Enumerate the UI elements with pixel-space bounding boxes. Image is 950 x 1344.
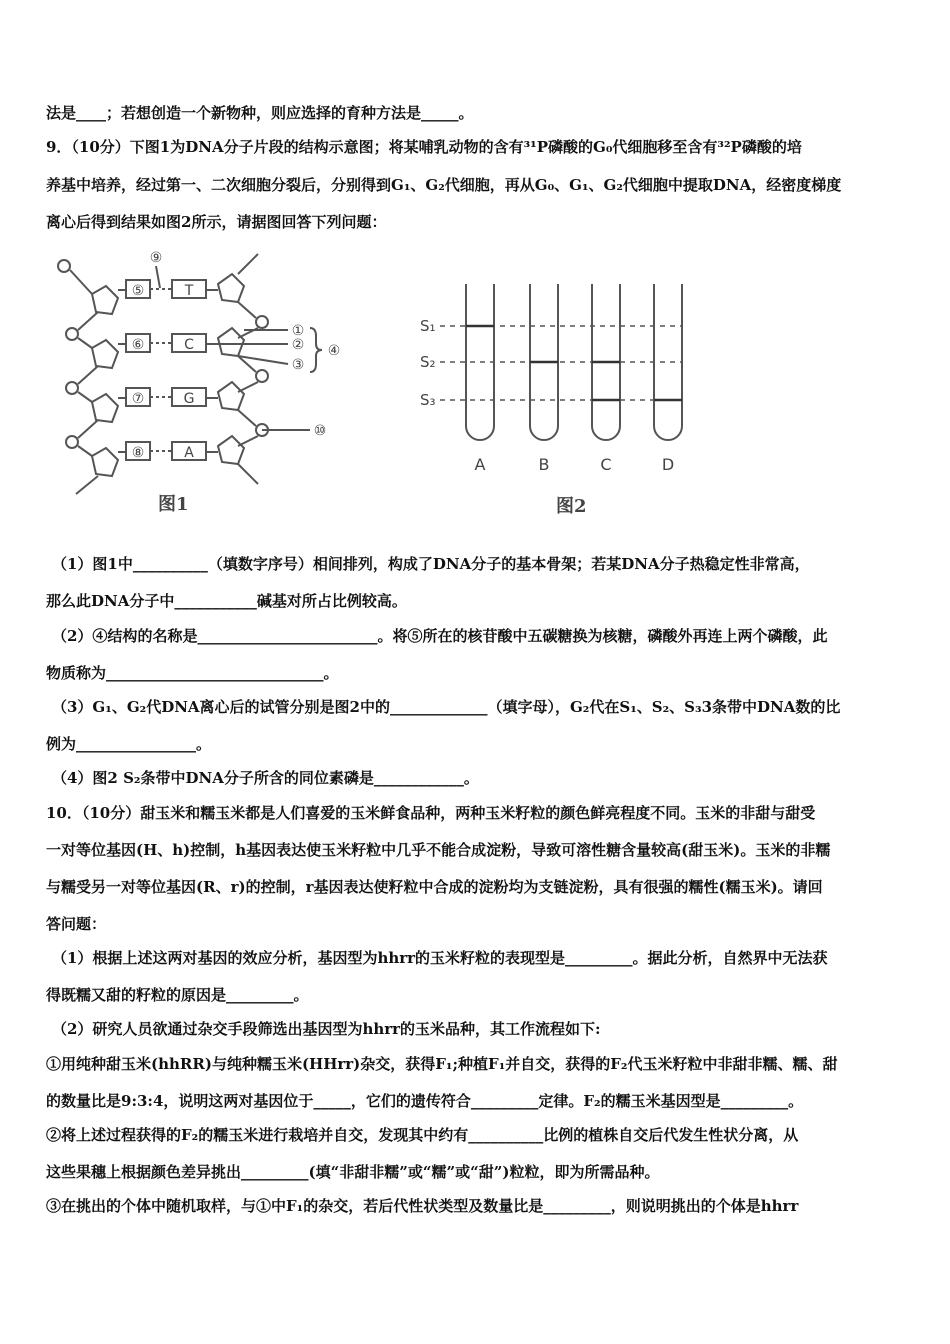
label-2: ② <box>291 337 305 353</box>
label-10: ⑩ <box>313 423 327 439</box>
question-9-3: （3）G₁、G₂代DNA离心后的试管分别是图2中的_____________（填字母），G₂代在S₁、S₂、S₃3条带中DNA数的比 <box>52 698 841 716</box>
question-9-4: （4）图2 S₂条带中DNA分子所含的同位素磷是____________。 <box>52 769 479 787</box>
phosphate-circle <box>58 260 70 272</box>
step-2: ②将上述过程获得的F₂的糯玉米进行栽培并自交，发现其中约有__________比例的植株自交后代发生性状分离，从 <box>46 1126 799 1144</box>
base-label: G <box>183 391 195 407</box>
text-line: 物质称为_____________________________。 <box>46 664 339 682</box>
question-10-1: （1）根据上述这两对基因的效应分析，基因型为hhrr的玉米籽粒的表现型是_________。据此分析，自然界中无法获 <box>52 949 828 967</box>
base-label: T <box>184 283 194 299</box>
band-label: S₂ <box>420 353 436 371</box>
band-label: S₁ <box>420 317 436 335</box>
question-10-intro: 10．（10分）甜玉米和糯玉米都是人们喜爱的玉米鲜食品种，两种玉米籽粒的颜色鲜亮程度不同。玉米的非甜与甜受 <box>46 804 816 822</box>
base-label: A <box>184 445 194 461</box>
tube-label: B <box>538 455 550 474</box>
text-line: 养基中培养，经过第一、二次细胞分裂后，分别得到G₁、G₂代细胞，再从G₀、G₁、G₂代细胞中提取DNA，经密度梯度 <box>46 176 842 194</box>
tube <box>654 284 682 440</box>
figure1-caption: 图1 <box>158 494 189 515</box>
label-3: ③ <box>291 357 305 373</box>
step-1: ①用纯种甜玉米(hhRR)与纯种糯玉米(HHrr)杂交，获得F₁;种植F₁并自交，获得的F₂代玉米籽粒中非甜非糯、糯、甜 <box>46 1055 838 1073</box>
deoxyribose-pentagon <box>92 286 118 314</box>
text-line: 那么此DNA分子中___________碱基对所占比例较高。 <box>46 592 407 610</box>
figure2-caption: 图2 <box>556 496 587 517</box>
label-5: ⑤ <box>131 283 145 299</box>
dna-structure-figure <box>48 244 348 519</box>
label-7: ⑦ <box>131 391 145 407</box>
text-line: 离心后得到结果如图2所示，请据图回答下列问题： <box>46 213 387 231</box>
question-9-1: （1）图1中__________（填数字序号）相间排列，构成了DNA分子的基本骨架；若某DNA分子热稳定性非常高， <box>52 555 810 573</box>
question-9-2: （2）④结构的名称是________________________。将⑤所在的核苷酸中五碳糖换为核糖，磷酸外再连上两个磷酸，此 <box>52 627 828 645</box>
label-6: ⑥ <box>131 337 145 353</box>
question-9-intro: 9．（10分）下图1为DNA分子片段的结构示意图；将某哺乳动物的含有³¹P磷酸的G₀代细胞移至含有³²P磷酸的培 <box>46 138 802 156</box>
text-line: 的数量比是9:3:4，说明这两对基因位于_____，它们的遗传符合_________定律。F₂的糯玉米基因型是_________。 <box>46 1092 804 1110</box>
label-9: ⑨ <box>149 250 163 266</box>
question-10-2: （2）研究人员欲通过杂交手段筛选出基因型为hhrr的玉米品种，其工作流程如下: <box>52 1020 601 1038</box>
label-4: ④ <box>327 343 341 359</box>
base-label: C <box>184 337 194 353</box>
text-line: 答问题： <box>46 915 107 933</box>
text-line: 得既糯又甜的籽粒的原因是_________。 <box>46 986 309 1004</box>
centrifuge-tubes-figure <box>418 276 698 478</box>
tube-label: D <box>661 455 675 474</box>
step-3: ③在挑出的个体中随机取样，与①中F₁的杂交，若后代性状类型及数量比是_________，则说明挑出的个体是hhrr <box>46 1197 799 1215</box>
label-1: ① <box>291 323 305 339</box>
text-line: 这些果穗上根据颜色差异挑出_________(填“非甜非糯”或“糯”或“甜”)粒粒，即为所需品种。 <box>46 1163 660 1181</box>
tube-label: C <box>600 455 612 474</box>
text-line: 与糯受另一对等位基因(R、r)的控制，r基因表达使籽粒中合成的淀粉均为支链淀粉，具有很强的糯性(糯玉米)。请回 <box>46 878 823 896</box>
label-8: ⑧ <box>131 445 145 461</box>
band-label: S₃ <box>420 391 436 409</box>
text-line: 一对等位基因(H、h)控制，h基因表达使玉米籽粒中几乎不能合成淀粉，导致可溶性糖含量较高(甜玉米)。玉米的非糯 <box>46 841 831 859</box>
text-line: 例为________________。 <box>46 735 212 753</box>
tube-label: A <box>474 455 486 474</box>
text-line: 法是____；若想创造一个新物种，则应选择的育种方法是_____。 <box>46 104 474 122</box>
